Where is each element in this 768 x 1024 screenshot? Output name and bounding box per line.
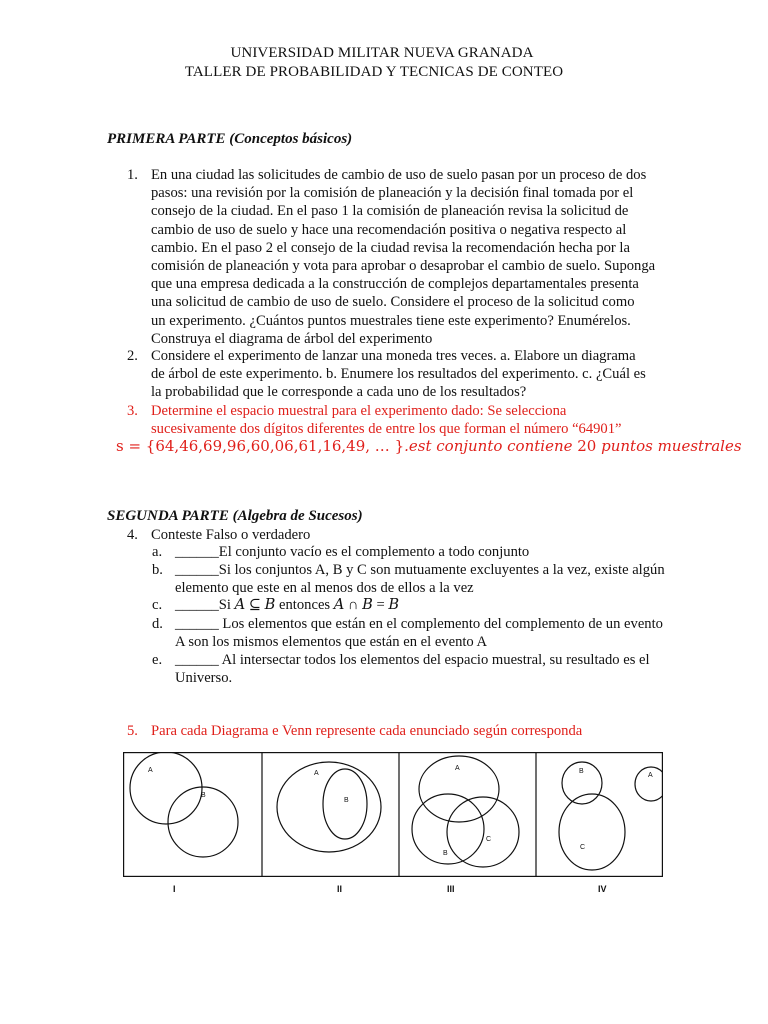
text-line: ______Si los conjuntos A, B y C son mutuamente excluyentes a la vez, existe algún: [175, 562, 665, 578]
venn-iii-label-c: C: [486, 836, 492, 843]
text-line: En una ciudad las solicitudes de cambio de uso de suelo pasan por un proceso de dos: [151, 167, 647, 183]
text-line: Construya el diagrama de árbol del experimento: [151, 330, 433, 347]
text-line: consejo de la ciudad. En el paso 1 la comisión de planeación revisa la solicitud de: [151, 203, 629, 220]
statement-letter: c.: [152, 597, 163, 613]
text-line: una solicitud de cambio de uso de suelo. Considere el proceso de la solicitud como: [151, 294, 635, 311]
venn-caption-iv: IV: [598, 884, 607, 894]
question-number: 1.: [127, 167, 138, 183]
venn-caption-iii: III: [447, 884, 455, 894]
question-text: [151, 347, 663, 402]
venn-iv-label-a: A: [648, 772, 653, 779]
question-text: Para cada Diagrama e Venn represente cada enunciado según corresponda: [151, 723, 583, 739]
university-title: UNIVERSIDAD MILITAR NUEVA GRANADA: [230, 45, 534, 61]
statement-letter: d.: [152, 616, 163, 632]
question-text: [151, 166, 663, 348]
workshop-title: TALLER DE PROBABILIDAD Y TECNICAS DE CONTEO: [184, 64, 564, 80]
formula-tail: puntos muestrales: [596, 437, 742, 455]
venn-i-set-a: [130, 752, 202, 824]
text-line: sucesivamente dos dígitos diferentes de entre los que forman el número “64901”: [151, 421, 622, 438]
venn-caption-ii: II: [337, 884, 343, 894]
statement-letter: e.: [152, 652, 163, 668]
text-line: ______Si 𝐴 ⊆ 𝐵 entonces 𝐴 ∩ 𝐵 = 𝐵: [175, 597, 400, 613]
venn-iii-set-c: [447, 797, 519, 867]
text-line: Considere el experimento de lanzar una moneda tres veces. a. Elabore un diagrama: [151, 348, 636, 364]
text-line: Determine el espacio muestral para el experimento dado: Se selecciona: [151, 403, 567, 419]
sample-space-formula: [116, 437, 742, 455]
venn-ii-set-b: [323, 769, 367, 839]
formula-set: s = {64,46,69,96,60,06,61,16,49, … }: [116, 437, 405, 455]
statement-letter: a.: [152, 544, 163, 560]
text-line: la probabilidad que le corresponde a cada uno de los resultados?: [151, 384, 527, 401]
text-line: cambio de uso de suelo y hace una recomendación positiva o negativa respecto al: [151, 221, 627, 238]
venn-iv-label-b: B: [579, 768, 584, 775]
venn-iii-label-a: A: [455, 765, 460, 772]
venn-i-label-b: B: [201, 792, 206, 799]
text-line: comisión de planeación y vota para aprobar o desaprobar el cambio de suelo. Suponga: [151, 258, 656, 275]
venn-ii-label-a: A: [314, 770, 319, 777]
text-line: que una empresa dedicada a la construcción de complejos departamentales presenta: [151, 276, 639, 293]
part1-heading: PRIMERA PARTE (Conceptos básicos): [107, 131, 353, 147]
text-line: pasos: una revisión por la comisión de planeación y la decisión final tomada por el: [151, 185, 634, 202]
text-line: Universo.: [175, 669, 233, 686]
venn-diagrams-panel: [123, 752, 663, 877]
text-line: ______ Al intersectar todos los elementos del espacio muestral, su resultado es el: [175, 652, 650, 668]
venn-i-label-a: A: [148, 767, 153, 774]
text-line: ______ Los elementos que están en el complemento del complemento de un evento: [175, 616, 663, 632]
venn-ii-set-a: [277, 762, 381, 852]
question-text: [151, 402, 663, 438]
venn-iv-set-c: [559, 794, 625, 870]
text-line: A son los mismos elementos que están en el evento A: [175, 633, 488, 650]
question-number: 4.: [127, 527, 138, 543]
venn-caption-i: I: [173, 884, 176, 894]
venn-iii-label-b: B: [443, 850, 448, 857]
formula-number: 20: [577, 437, 597, 455]
text-line: cambio. En el paso 2 el consejo de la ciudad revisa la recomendación hecha por la: [151, 239, 630, 256]
question-number: 5.: [127, 723, 138, 739]
statement-letter: b.: [152, 562, 163, 578]
venn-ii-label-b: B: [344, 797, 349, 804]
text-line: elemento que este en al menos dos de ellos a la vez: [175, 579, 474, 596]
text-line: ______El conjunto vacío es el complemento a todo conjunto: [175, 544, 530, 560]
text-line: de árbol de este experimento. b. Enumere los resultados del experimento. c. ¿Cuál es: [151, 366, 646, 383]
venn-iv-label-c: C: [580, 844, 586, 851]
text-line: un experimento. ¿Cuántos puntos muestrales tiene este experimento? Enumérelos.: [151, 312, 631, 329]
part2-heading: SEGUNDA PARTE (Algebra de Sucesos): [107, 508, 363, 524]
question-intro: Conteste Falso o verdadero: [151, 527, 311, 543]
question-number: 3.: [127, 403, 138, 419]
formula-text: .est conjunto contiene: [404, 437, 578, 455]
venn-iii-set-b: [412, 794, 484, 864]
question-number: 2.: [127, 348, 138, 364]
